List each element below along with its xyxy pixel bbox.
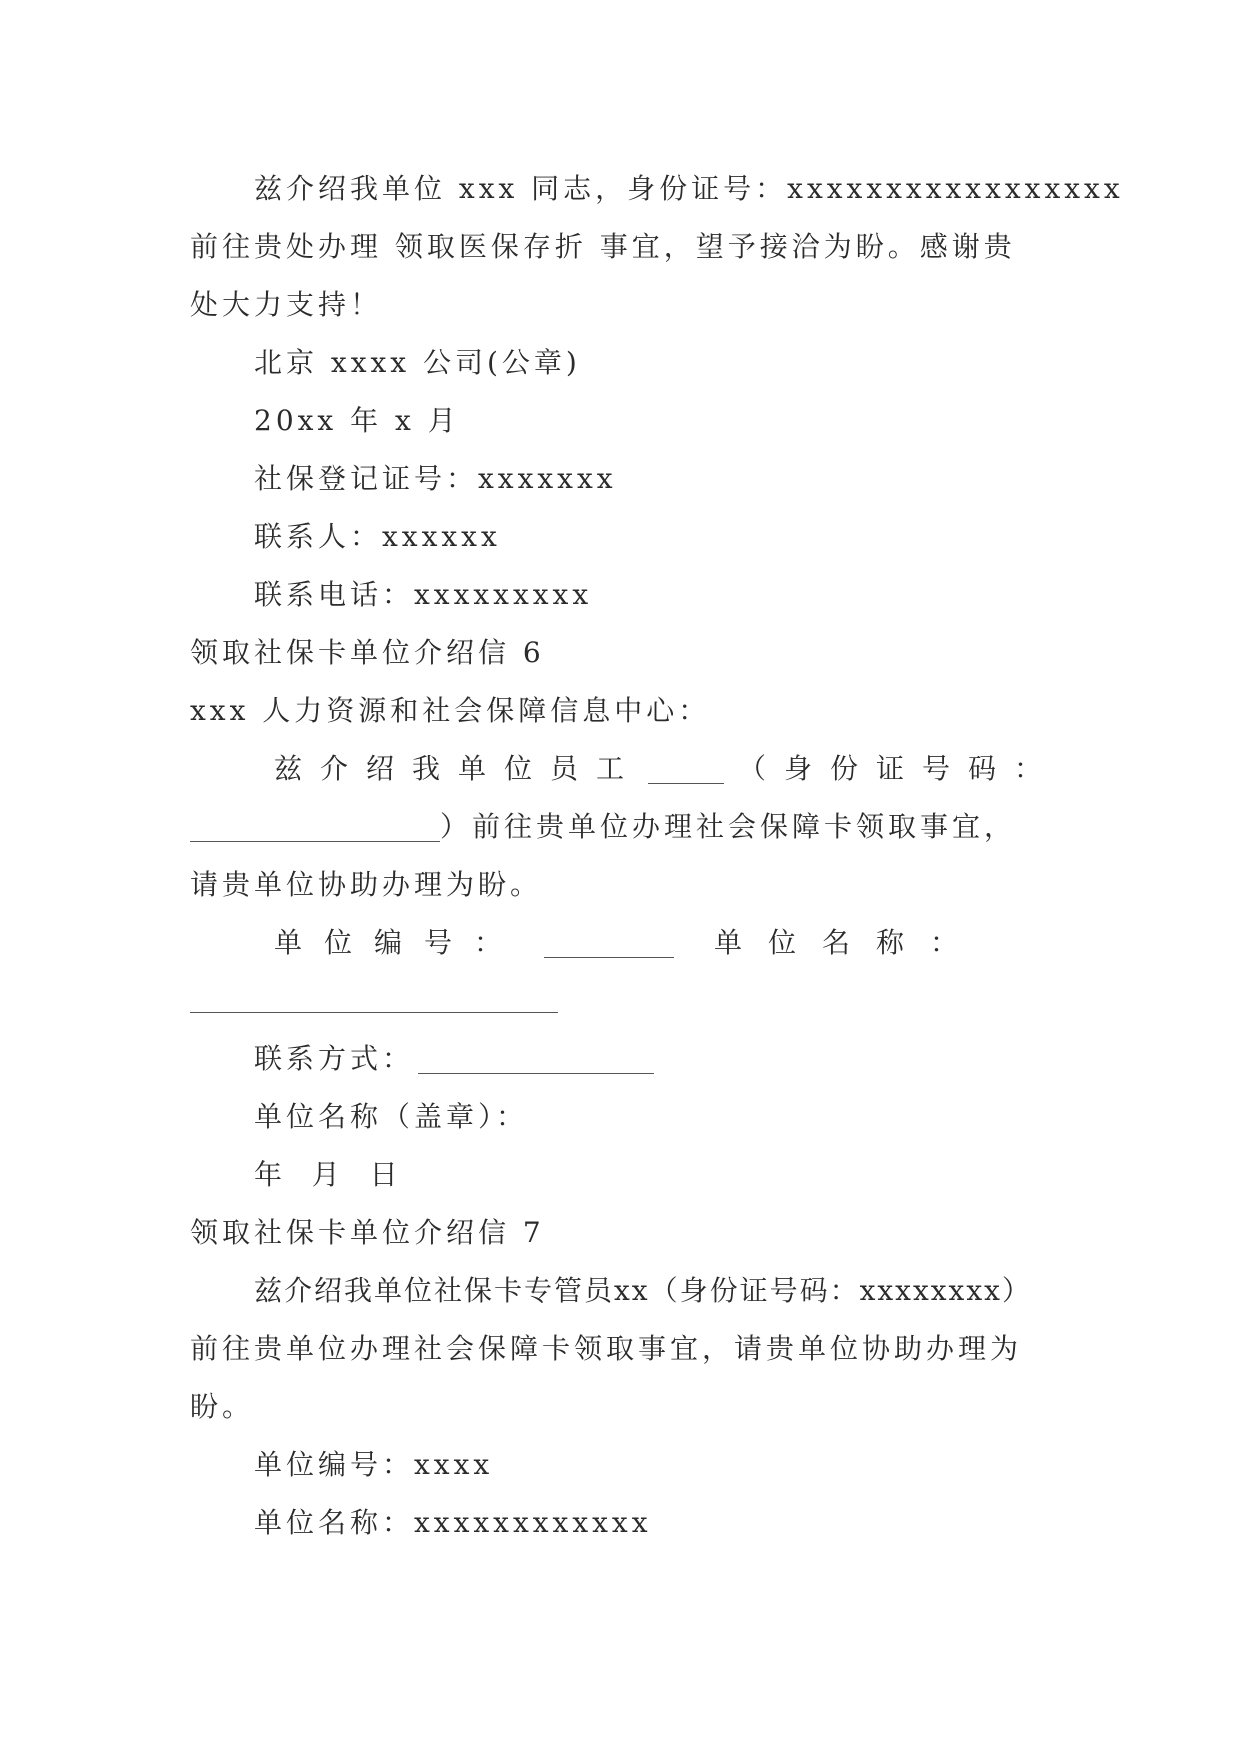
unit-info-line — [190, 914, 1060, 972]
p6-line2 — [190, 798, 1060, 856]
p6-line3: 请贵单位协助办理为盼。 — [190, 868, 543, 901]
contact-method-blank — [418, 1045, 654, 1074]
contact-method-label: 联系方式： — [254, 1042, 415, 1075]
employee-name-blank — [648, 755, 724, 784]
unit-no-label: 单位编号： — [274, 926, 525, 959]
unit-name-label: 单位名称： — [714, 926, 985, 959]
unit-name-rule — [190, 972, 1060, 1030]
date-line: 20xx 年 x 月 — [254, 404, 460, 437]
ymd-line: 年 月 日 — [254, 1158, 402, 1191]
p1-line3: 处大力支持！ — [190, 288, 383, 321]
unit-name-blank — [190, 984, 558, 1013]
contact-method-line — [190, 1030, 1060, 1088]
social-reg-no: 社保登记证号：xxxxxxx — [254, 462, 617, 495]
p7-line1: 兹介绍我单位社保卡专管员xx（身份证号码：xxxxxxxx） — [254, 1274, 1032, 1307]
contact-phone: 联系电话：xxxxxxxxx — [254, 578, 593, 611]
company-seal-line: 北京 xxxx 公司(公章) — [254, 346, 581, 379]
document-page — [190, 160, 1124, 1552]
heading-letter-7: 领取社保卡单位介绍信 7 — [190, 1216, 545, 1249]
id-number-blank — [190, 813, 440, 842]
contact-person: 联系人：xxxxxx — [254, 520, 501, 553]
p7-line3: 盼。 — [190, 1390, 255, 1423]
recipient-6: xxx 人力资源和社会保障信息中心： — [190, 694, 711, 727]
p1-line2: 前往贵处办理 领取医保存折 事宜，望予接洽为盼。感谢贵 — [190, 230, 1016, 263]
unit-no: 单位编号：xxxx — [254, 1448, 494, 1481]
p6-intro: 兹介绍我单位员工 — [274, 752, 643, 785]
p6-id-label: （身份证号码： — [737, 752, 1060, 785]
unit-name-seal: 单位名称（盖章）： — [254, 1100, 529, 1133]
unit-name: 单位名称：xxxxxxxxxxxx — [254, 1506, 652, 1539]
p7-line2: 前往贵单位办理社会保障卡领取事宜，请贵单位协助办理为 — [190, 1332, 1023, 1365]
p6-line2-text: ）前往贵单位办理社会保障卡领取事宜， — [440, 810, 1017, 843]
unit-no-blank — [544, 929, 674, 958]
p6-line1 — [190, 740, 1060, 798]
p1-line1: 兹介绍我单位 xxx 同志，身份证号：xxxxxxxxxxxxxxxxx — [254, 172, 1124, 205]
heading-letter-6: 领取社保卡单位介绍信 6 — [190, 636, 545, 669]
